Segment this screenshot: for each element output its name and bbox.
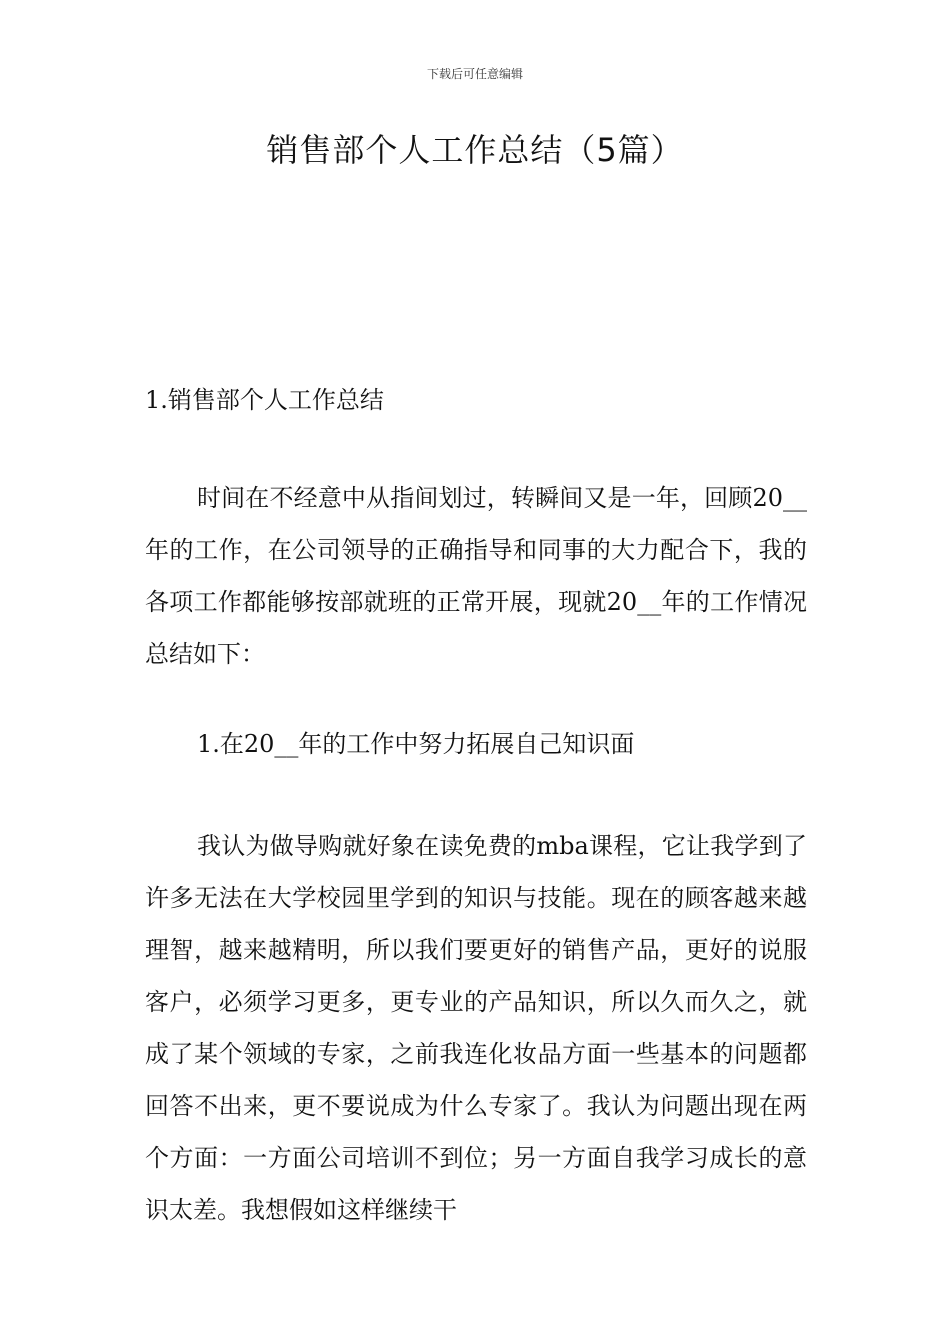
- body-paragraph: 我认为做导购就好象在读免费的mba课程，它让我学到了许多无法在大学校园里学到的知识与技能。现在的顾客越来越理智，越来越精明，所以我们要更好的销售产品，更好的说服客户，必须学习更多，更专业的产品知识，所以久而久之，就成了某个领域的专家，之前我连化妆品方面一些基本的问题都回答不出来，更不要说成为什么专家了。我认为问题出现在两个方面：一方面公司培训不到位；另一方面自我学习成长的意识太差。我想假如这样继续干: [145, 832, 807, 1224]
- sub-heading: 1.在20__年的工作中努力拓展自己知识面: [197, 730, 635, 758]
- document-title: 销售部个人工作总结（5篇）: [266, 131, 684, 169]
- section-heading: 1.销售部个人工作总结: [145, 386, 384, 414]
- header-note: 下载后可任意编辑: [426, 67, 523, 81]
- intro-paragraph: 时间在不经意中从指间划过，转瞬间又是一年，回顾20__年的工作，在公司领导的正确指导和同事的大力配合下，我的各项工作都能够按部就班的正常开展，现就20__年的工作情况总结如下：: [145, 484, 807, 668]
